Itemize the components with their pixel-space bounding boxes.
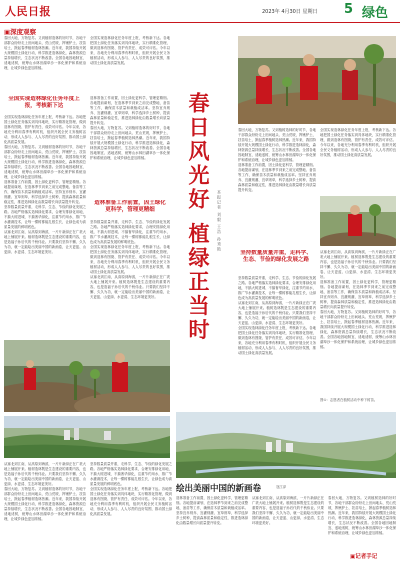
photo-green-city	[4, 416, 170, 458]
section-tag: ▣深度观察	[4, 28, 37, 36]
bottom-text-col-c	[176, 496, 248, 560]
right-text-col-c	[238, 276, 316, 410]
mid-text-col-b	[90, 220, 170, 340]
left-text-top	[4, 36, 86, 76]
article-paragraph: 造林准备工作前置，因土绿化更科学，管理更精细。各地提前谋划，在造林季节到来之前完成整地、备苗等工作，确保苗木质量和栽植成活率。坚持宜乔则乔、宜灌则灌、宜草则草，科学选择乡土树种，提高森林质量和稳定性，推进造林绿化由数量增长向质量提升转变。	[320, 280, 396, 309]
article-paragraph: 从塞北到江南，从高原到海滨，一片片新绿正在广袤大地上铺展开来。植树造林既是生态建设的重要内容，也是造福子孙后代的千秋伟业。只要我们坚持不懈、久久为功，就一定能绘出美丽中国的新画卷，让天更蓝、山更绿、水更清、生态环境更美好。	[320, 250, 396, 279]
article-paragraph: 坚持数量质量并重，走科学、生态、节俭的绿化发展之路。各地严格落实造林绿化要求，合理安排绿化用地，不搞大树进城、不搞奢华绿化，注重节约用水，推广节水灌溉技术，让每一棵树都能扎根生长，让绿色成为高质量发展的鲜明底色。	[90, 462, 172, 486]
mid-text-top	[90, 36, 170, 92]
article-paragraph: 春回大地，万物复苏。又到植树造林的好时节，各地干部群众纷纷走上田间地头、荒山荒坡，挥锹铲土、扶苗培土，掀起春季植树造林热潮。近年来，我国持续开展大规模国土绿化行动，科学推进造林绿化，森林资源总量持续增长，生态状况不断改善。全国各地因地制宜、适地适树，统筹山水林田湖草沙一体化保护和系统治理，让城乡绿色更加浓郁。	[4, 145, 86, 179]
bottom-text-col-a	[4, 462, 86, 560]
issue-date: 2023年 4月30日 星期日	[262, 9, 318, 15]
subhead-1	[6, 96, 82, 112]
article-paragraph: 造林准备工作前置，因土绿化更科学，管理更精细。各地提前谋划，在造林季节到来之前完成整地、备苗等工作，确保苗木质量和栽植成活率。坚持宜乔则乔、宜灌则灌、宜草则草，科学选择乡土树种，提高森林质量和稳定性，推进造林绿化由数量增长向质量提升转变。	[4, 180, 86, 204]
mid-text-col-a	[90, 96, 170, 196]
article-paragraph: 从塞北到江南，从高原到海滨，一片片新绿正在广袤大地上铺展开来。植树造林既是生态建设的重要内容，也是造福子孙后代的千秋伟业。只要我们坚持不懈、久久为功，就一定能绘出美丽中国的新画卷，让天更蓝、山更绿、水更清、生态环境更美好。	[4, 230, 86, 254]
right-text-col-a	[238, 128, 316, 248]
left-text-col	[4, 115, 86, 335]
article-paragraph: 全国实现造林绿化任务年度上报，考核新下达。各地把国土绿化任务落实到具体地块，实行精准化管理，做到造林有图斑、管护有责任、成效可评估。今年以来，各地充分利用春季有利时机，组织开展全民义务植树活动，形成人人参与、人人尽责的良好氛围，推动国土绿化高质量发展。	[238, 326, 316, 355]
article-paragraph: 全国实现造林绿化任务年度上报，考核新下达。各地把国土绿化任务落实到具体地块，实行精准化管理，做到造林有图斑、管护有责任、成效可评估。今年以来，各地充分利用春季有利时机，组织开展全民义务植树活动，形成人人参与、人人尽责的良好氛围，推动国土绿化高质量发展。	[90, 245, 170, 274]
photo-landscape-panorama-image	[176, 412, 396, 478]
article-paragraph: 坚持数量质量并重，走科学、生态、节俭的绿化发展之路。各地严格落实造林绿化要求，合理安排绿化用地，不搞大树进城、不搞奢华绿化，注重节约用水，推广节水灌溉技术，让每一棵树都能扎根生长，让绿色成为高质量发展的鲜明底色。	[90, 220, 170, 244]
article-paragraph: 春回大地，万物复苏。又到植树造林的好时节，各地干部群众纷纷走上田间地头、荒山荒坡，挥锹铲土、扶苗培土，掀起春季植树造林热潮。近年来，我国持续开展大规模国土绿化行动，科学推进造林绿化，森林资源总量持续增长，生态状况不断改善。全国各地因地制宜、适地适树，统筹山水林田湖草沙一体化保护和系统治理，让城乡绿色更加浓郁。	[238, 128, 316, 162]
photo-volunteer-seedling	[320, 196, 396, 246]
newspaper-logo: 人民日报	[5, 5, 51, 18]
page-number: 5	[344, 2, 354, 17]
subhead-text: 全国实现造林绿化任务年度上报，考核新下达	[8, 96, 80, 109]
photo-planting-volunteers-image	[4, 340, 170, 412]
photo-planting-volunteers	[4, 340, 170, 412]
photo-tree-planting-main-image	[238, 36, 396, 124]
photo-green-city-image	[4, 416, 170, 458]
article-paragraph: 从塞北到江南，从高原到海滨，一片片新绿正在广袤大地上铺展开来。植树造林既是生态建设的重要内容，也是造福子孙后代的千秋伟业。只要我们坚持不懈、久久为功，就一定能绘出美丽中国的新画卷，让天更蓝、山更绿、水更清、生态环境更美好。	[4, 462, 86, 486]
photo-tree-planting-main	[238, 36, 396, 124]
photo-landscape-panorama	[176, 412, 396, 478]
right-text-col-d	[320, 250, 396, 410]
article-paragraph: 从塞北到江南，从高原到海滨，一片片新绿正在广袤大地上铺展开来。植树造林既是生态建设的重要内容，也是造福子孙后代的千秋伟业。只要我们坚持不懈、久久为功，就一定能绘出美丽中国的新画卷，让天更蓝、山更绿、水更清、生态环境更美好。	[90, 275, 170, 299]
article-paragraph: 春回大地，万物复苏。又到植树造林的好时节，各地干部群众纷纷走上田间地头、荒山荒坡，挥锹铲土、扶苗培土，掀起春季植树造林热潮。近年来，我国持续开展大规模国土绿化行动，科学推进造林绿化，森林资源总量持续增长，生态状况不断改善。全国各地因地制宜、适地适树，统筹山水林田湖草沙一体化保护和系统治理，让城乡绿色更加浓郁。	[328, 496, 396, 535]
masthead	[0, 0, 400, 23]
page-section-title: 绿色	[362, 6, 389, 21]
headline-byline: 本报记者 刘毅 王浩 孙秀艳	[217, 190, 222, 252]
reporter-notes-tag: ▣记者手记	[350, 554, 378, 560]
subhead-text: 坚持数量质量并重，走科学、生态、节俭的绿化发展之路	[240, 250, 312, 263]
article-paragraph: 从塞北到江南，从高原到海滨，一片片新绿正在广袤大地上铺展开来。植树造林既是生态建设的重要内容，也是造福子孙后代的千秋伟业。只要我们坚持不懈、久久为功，就一定能绘出美丽中国的新画卷，让天更蓝、山更绿、水更清、生态环境更美好。	[238, 301, 316, 325]
subhead-3	[240, 250, 312, 274]
article-paragraph: 造林准备工作前置，因土绿化更科学，管理更精细。各地提前谋划，在造林季节到来之前完成整地、备苗等工作，确保苗木质量和栽植成活率。坚持宜乔则乔、宜灌则灌、宜草则草，科学选择乡土树种，提高森林质量和稳定性，推进造林绿化由数量增长向质量提升转变。	[176, 496, 248, 525]
bottom-text-col-d	[252, 496, 324, 560]
photo-volunteer-seedling-image	[320, 196, 396, 246]
bottom-text-col-b	[90, 462, 172, 560]
article-paragraph: 造林准备工作前置，因土绿化更科学，管理更精细。各地提前谋划，在造林季节到来之前完成整地、备苗等工作，确保苗木质量和栽植成活率。坚持宜乔则乔、宜灌则灌、宜草则草，科学选择乡土树种，提高森林质量和稳定性，推进造林绿化由数量增长向质量提升转变。	[238, 163, 316, 192]
article-paragraph: 春回大地，万物复苏。又到植树造林的好时节，各地干部群众纷纷走上田间地头、荒山荒坡，挥锹铲土、扶苗培土，掀起春季植树造林热潮。近年来，我国持续开展大规模国土绿化行动，科学推进造林绿化，森林资源总量持续增长，生态状况不断改善。全国各地因地制宜、适地适树，统筹山水林田湖草沙一体化保护和系统治理，让城乡绿色更加浓郁。	[320, 310, 396, 349]
right-text-col-b	[320, 128, 396, 194]
commentary-author: 寇江泽	[276, 485, 287, 489]
article-paragraph: 造林准备工作前置，因土绿化更科学，管理更精细。各地提前谋划，在造林季节到来之前完成整地、备苗等工作，确保苗木质量和栽植成活率。坚持宜乔则乔、宜灌则灌、宜草则草，科学选择乡土树种，提高森林质量和稳定性，推进造林绿化由数量增长向质量提升转变。	[90, 96, 170, 125]
article-paragraph: 春回大地，万物复苏。又到植树造林的好时节，各地干部群众纷纷走上田间地头、荒山荒坡，挥锹铲土、扶苗培土，掀起春季植树造林热潮。近年来，我国持续开展大规模国土绿化行动，科学推进造林绿化，森林资源总量持续增长，生态状况不断改善。全国各地因地制宜、适地适树，统筹山水林田湖草沙一体化保护和系统治理，让城乡绿色更加浓郁。	[4, 36, 86, 70]
article-paragraph: 全国实现造林绿化任务年度上报，考核新下达。各地把国土绿化任务落实到具体地块，实行精准化管理，做到造林有图斑、管护有责任、成效可评估。今年以来，各地充分利用春季有利时机，组织开展全民义务植树活动，形成人人参与、人人尽责的良好氛围，推动国土绿化高质量发展。	[4, 115, 86, 144]
article-paragraph: 坚持数量质量并重，走科学、生态、节俭的绿化发展之路。各地严格落实造林绿化要求，合理安排绿化用地，不搞大树进城、不搞奢华绿化，注重节约用水，推广节水灌溉技术，让每一棵树都能扎根生长，让绿色成为高质量发展的鲜明底色。	[4, 205, 86, 229]
subhead-text: 造林准备工作前置，因土绿化更科学，管理更精细	[94, 200, 166, 213]
main-headline: 春日风光好 植绿正当时	[186, 92, 211, 343]
article-paragraph: 全国实现造林绿化任务年度上报，考核新下达。各地把国土绿化任务落实到具体地块，实行精准化管理，做到造林有图斑、管护有责任、成效可评估。今年以来，各地充分利用春季有利时机，组织开展全民义务植树活动，形成人人参与、人人尽责的良好氛围，推动国土绿化高质量发展。	[90, 487, 172, 516]
article-paragraph: 全国实现造林绿化任务年度上报，考核新下达。各地把国土绿化任务落实到具体地块，实行精准化管理，做到造林有图斑、管护有责任、成效可评估。今年以来，各地充分利用春季有利时机，组织开展全民义务植树活动，形成人人参与、人人尽责的良好氛围，推动国土绿化高质量发展。	[90, 36, 170, 65]
subhead-2	[92, 200, 168, 216]
photo-caption-1: 图①：志愿者在植树活动中种下树苗。	[320, 398, 378, 402]
article-paragraph: 春回大地，万物复苏。又到植树造林的好时节，各地干部群众纷纷走上田间地头、荒山荒坡，挥锹铲土、扶苗培土，掀起春季植树造林热潮。近年来，我国持续开展大规模国土绿化行动，科学推进造林绿化，森林资源总量持续增长，生态状况不断改善。全国各地因地制宜、适地适树，统筹山水林田湖草沙一体化保护和系统治理，让城乡绿色更加浓郁。	[90, 126, 170, 160]
article-paragraph: 全国实现造林绿化任务年度上报，考核新下达。各地把国土绿化任务落实到具体地块，实行精准化管理，做到造林有图斑、管护有责任、成效可评估。今年以来，各地充分利用春季有利时机，组织开展全民义务植树活动，形成人人参与、人人尽责的良好氛围，推动国土绿化高质量发展。	[320, 128, 396, 157]
bottom-text-col-e	[328, 496, 396, 548]
article-paragraph: 春回大地，万物复苏。又到植树造林的好时节，各地干部群众纷纷走上田间地头、荒山荒坡，挥锹铲土、扶苗培土，掀起春季植树造林热潮。近年来，我国持续开展大规模国土绿化行动，科学推进造林绿化，森林资源总量持续增长，生态状况不断改善。全国各地因地制宜、适地适树，统筹山水林田湖草沙一体化保护和系统治理，让城乡绿色更加浓郁。	[4, 487, 86, 521]
article-paragraph: 从塞北到江南，从高原到海滨，一片片新绿正在广袤大地上铺展开来。植树造林既是生态建设的重要内容，也是造福子孙后代的千秋伟业。只要我们坚持不懈、久久为功，就一定能绘出美丽中国的新画卷，让天更蓝、山更绿、水更清、生态环境更美好。	[252, 496, 324, 525]
article-paragraph: 坚持数量质量并重，走科学、生态、节俭的绿化发展之路。各地严格落实造林绿化要求，合理安排绿化用地，不搞大树进城、不搞奢华绿化，注重节约用水，推广节水灌溉技术，让每一棵树都能扎根生长，让绿色成为高质量发展的鲜明底色。	[238, 276, 316, 300]
commentary-title: 绘出美丽中国的新画卷	[176, 484, 262, 494]
